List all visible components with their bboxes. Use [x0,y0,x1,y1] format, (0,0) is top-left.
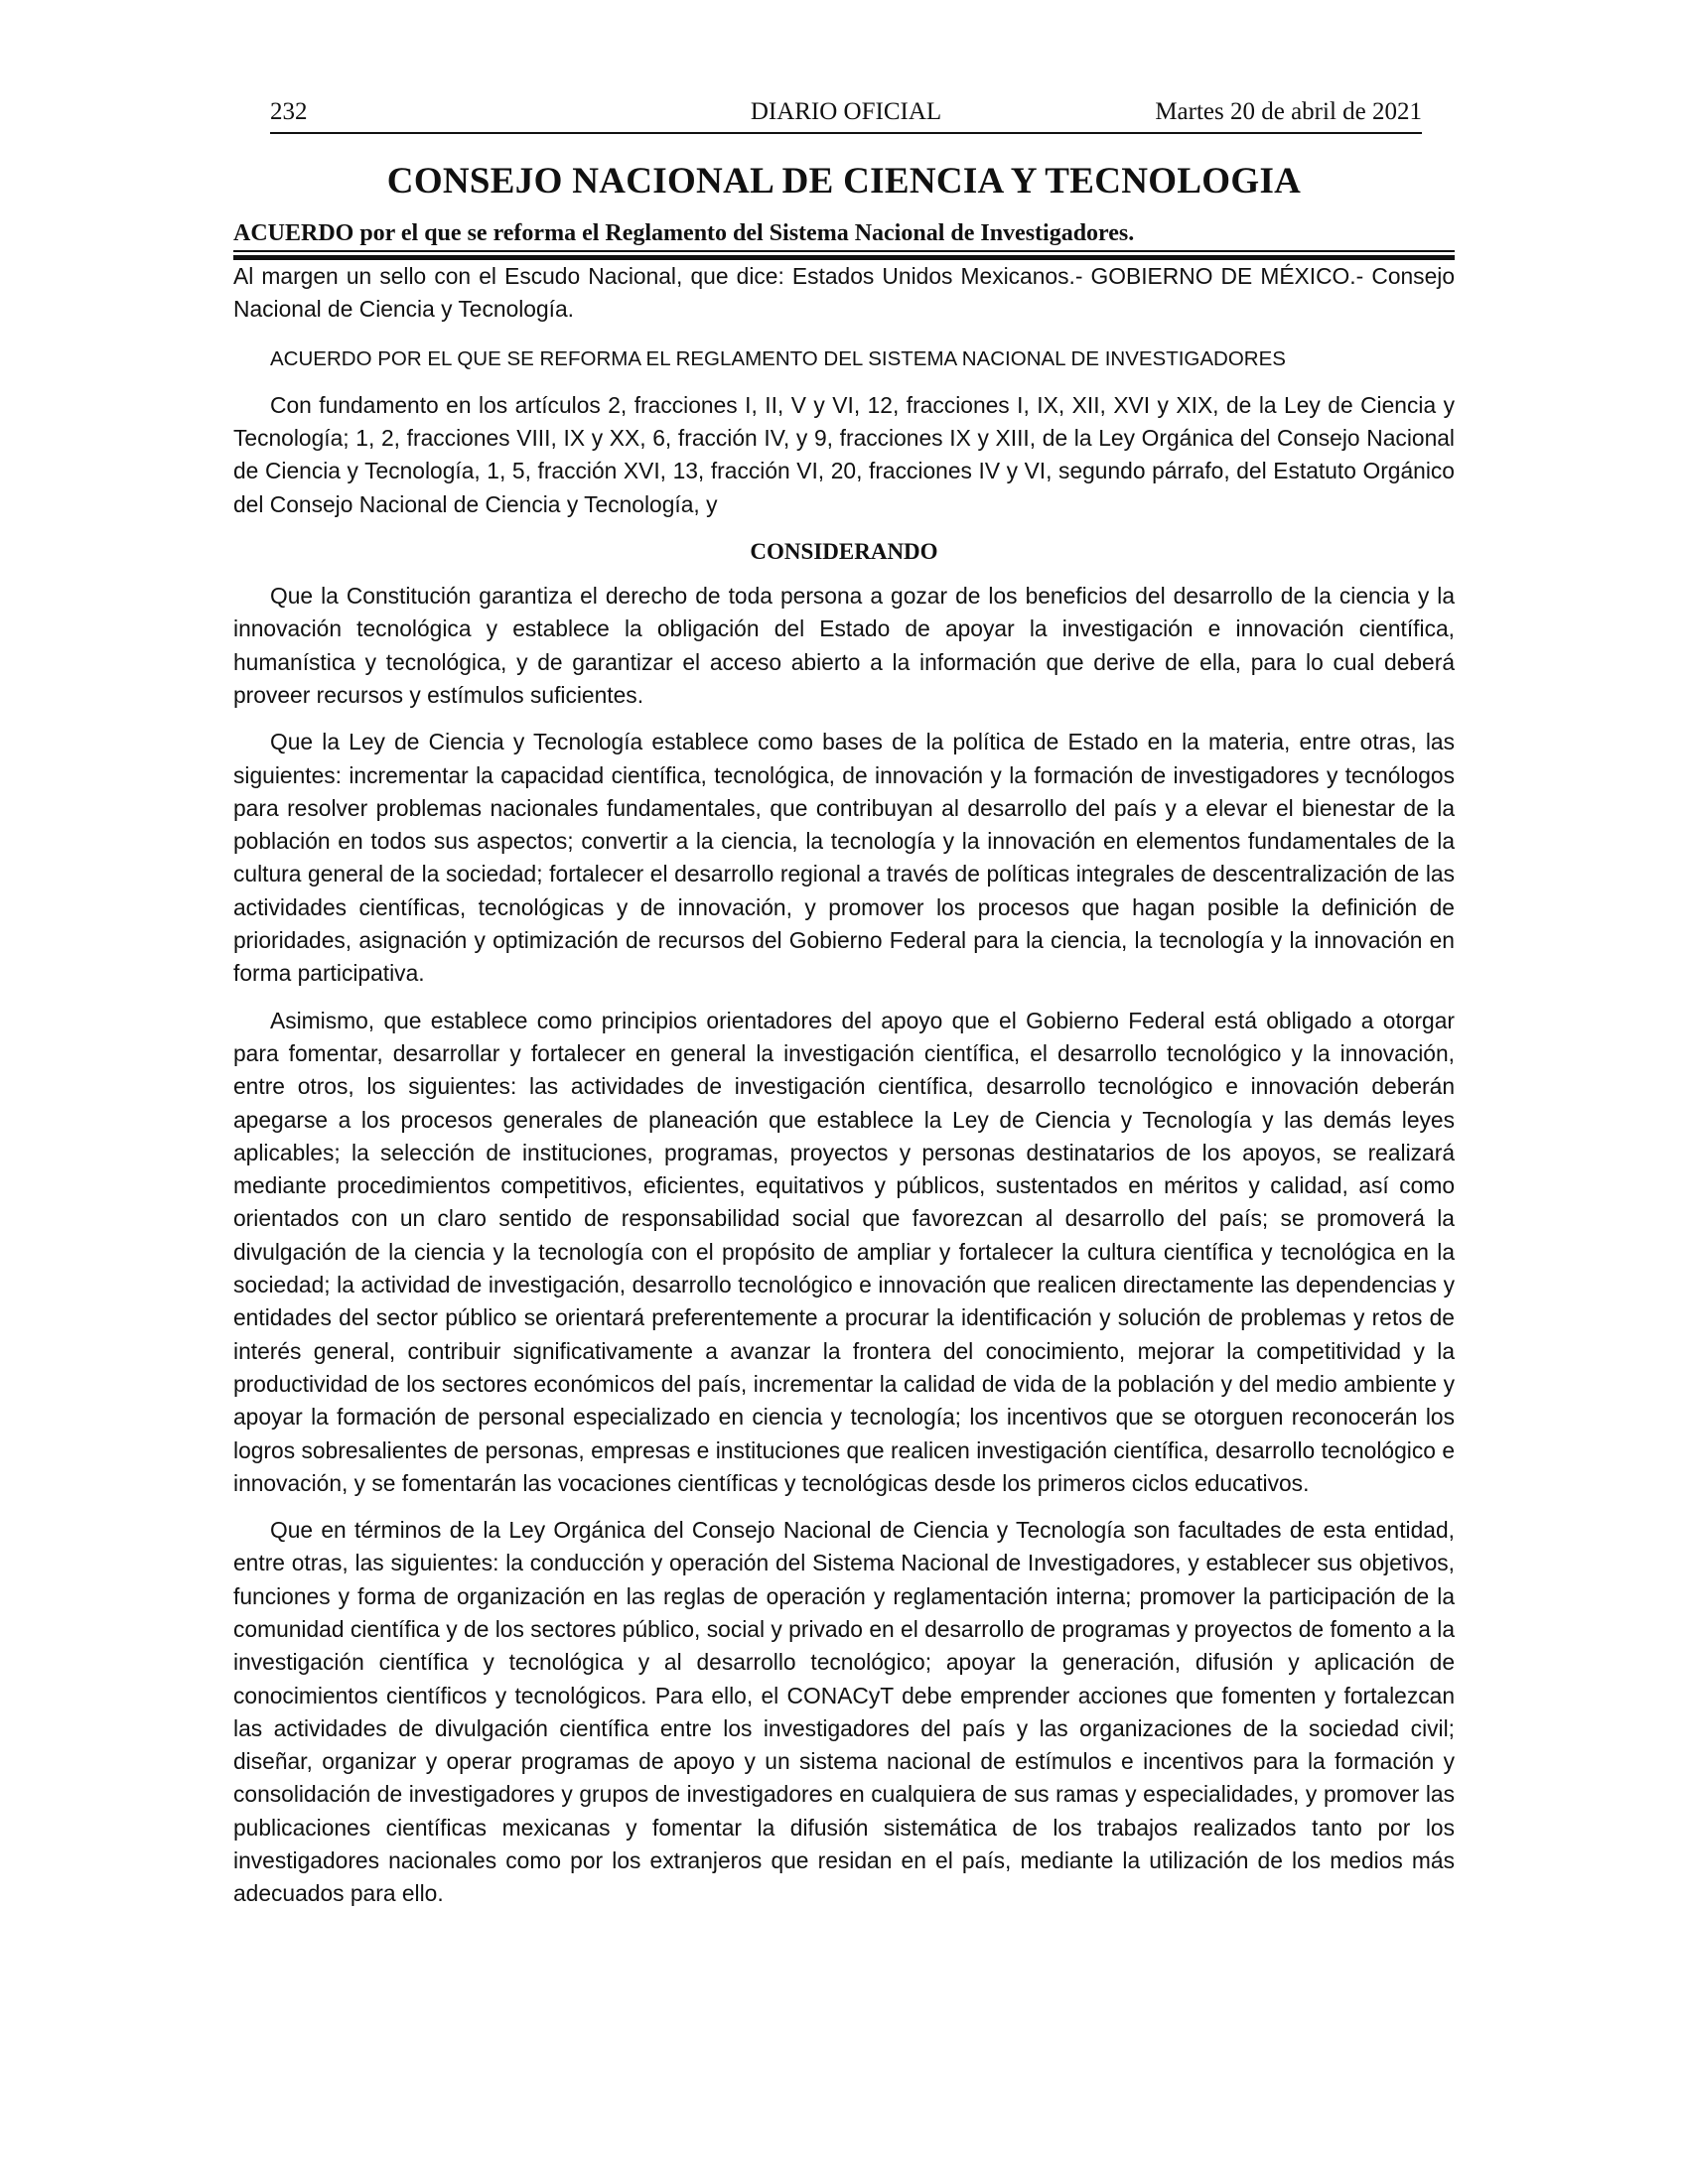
considerando-paragraph: Que la Ley de Ciencia y Tecnología establece como bases de la política de Estado en la materia, entre otras, las siguientes: incrementar la capacidad científica, tecnológica, de innovación y la formación de investigadores y tecnólogos para resolver problemas nacionales fundamentales, que contribuyan al desarrollo del país y a elevar el bienestar de la población en todos sus aspectos; convertir a la ciencia, la tecnología y la innovación en elementos fundamentales de la cultura general de la sociedad; fortalecer el desarrollo regional a través de políticas integrales de descentralización de las actividades científicas, tecnológicas y de innovación, y promover los procesos que hagan posible la definición de prioridades, asignación y optimización de recursos del Gobierno Federal para la ciencia, la tecnología y la innovación en forma participativa. [233,729,1455,987]
page-header [270,94,1422,134]
heading-double-rule [233,250,1455,260]
document-body [233,260,1455,1925]
page-number: 232 [270,98,308,125]
header-divider [270,132,1422,134]
margin-note: Al margen un sello con el Escudo Nacional, que dice: Estados Unidos Mexicanos.- GOBIERNO DE MÉXICO.- Consejo Nacional de Ciencia y Tecnología. [233,263,1455,323]
publication-name: DIARIO OFICIAL [750,98,942,125]
considerando-paragraph: Que en términos de la Ley Orgánica del Consejo Nacional de Ciencia y Tecnología son facultades de esta entidad, entre otras, las siguientes: la conducción y operación del Sistema Nacional de Investigadores, y establecer sus objetivos, funciones y forma de organización en las reglas de operación y reglamentación interna; promover la participación de la comunidad científica y de los sectores público, social y privado en el desarrollo de programas y proyectos de fomento a la investigación científica y tecnológica y al desarrollo tecnológico; apoyar la generación, difusión y aplicación de conocimientos científicos y tecnológicos. Para ello, el CONACyT debe emprender acciones que fomenten y fortalezcan las actividades de divulgación científica entre los investigadores del país y las organizaciones de la sociedad civil; diseñar, organizar y operar programas de apoyo y un sistema nacional de estímulos e incentivos para la formación y consolidación de investigadores y grupos de investigadores en cualquiera de sus ramas y especialidades, y promover las publicaciones científicas mexicanas y fomentar la difusión sistemática de los trabajos realizados tanto por los investigadores nacionales como por los extranjeros que residan en el país, mediante la utilización de los medios más adecuados para ello. [233,1517,1455,1907]
section-title: CONSEJO NACIONAL DE CIENCIA Y TECNOLOGIA [386,161,1302,202]
acuerdo-caps-title: ACUERDO POR EL QUE SE REFORMA EL REGLAMENTO DEL SISTEMA NACIONAL DE INVESTIGADORES [270,346,1286,370]
acuerdo-heading: ACUERDO por el que se reforma el Reglamento del Sistema Nacional de Investigadores. [233,220,1135,246]
publication-date: Martes 20 de abril de 2021 [1155,98,1422,125]
considerando-paragraph: Que la Constitución garantiza el derecho de toda persona a gozar de los beneficios del desarrollo de la ciencia y la innovación tecnológica y establece la obligación del Estado de apoyar la investigación e innovación científica, humanística y tecnológica, y de garantizar el acceso abierto a la información que derive de ella, para lo cual deberá proveer recursos y estímulos suficientes. [233,583,1455,708]
fundamento-paragraph: Con fundamento en los artículos 2, fracciones I, II, V y VI, 12, fracciones I, IX, XII, XVI y XIX, de la Ley de Ciencia y Tecnología; 1, 2, fracciones VIII, IX y XX, 6, fracción IV, y 9, fracciones IX y XIII, de la Ley Orgánica del Consejo Nacional de Ciencia y Tecnología, 1, 5, fracción XVI, 13, fracción VI, 20, fracciones IV y VI, segundo párrafo, del Estatuto Orgánico del Consejo Nacional de Ciencia y Tecnología, y [233,391,1455,517]
considerando-paragraph: Asimismo, que establece como principios orientadores del apoyo que el Gobierno Federal está obligado a otorgar para fomentar, desarrollar y fortalecer en general la investigación científica, el desarrollo tecnológico y la innovación, entre otros, los siguientes: las actividades de investigación científica, desarrollo tecnológico e innovación deberán apegarse a los procesos generales de planeación que establece la Ley de Ciencia y Tecnología y las demás leyes aplicables; la selección de instituciones, programas, proyectos y personas destinatarios de los apoyos, se realizará mediante procedimientos competitivos, eficientes, equitativos y públicos, sustentados en méritos y calidad, así como orientados con un claro sentido de responsabilidad social que favorezcan al desarrollo del país; se promoverá la divulgación de la ciencia y la tecnología con el propósito de ampliar y fortalecer la cultura científica y tecnológica en la sociedad; la actividad de investigación, desarrollo tecnológico e innovación que realicen directamente las dependencias y entidades del sector público se orientará preferentemente a procurar la identificación y solución de problemas y retos de interés general, contribuir significativamente a avanzar la frontera del conocimiento, mejorar la competitividad y la productividad de los sectores económicos del país, incrementar la calidad de vida de la población y del medio ambiente y apoyar la formación de personal especializado en ciencia y tecnología; los incentivos que se otorguen reconocerán los logros sobresalientes de personas, empresas e instituciones que realicen investigación científica, desarrollo tecnológico e innovación, y se fomentarán las vocaciones científicas y tecnológicas desde los primeros ciclos educativos. [233,1007,1455,1496]
considerando-heading: CONSIDERANDO [750,539,938,565]
